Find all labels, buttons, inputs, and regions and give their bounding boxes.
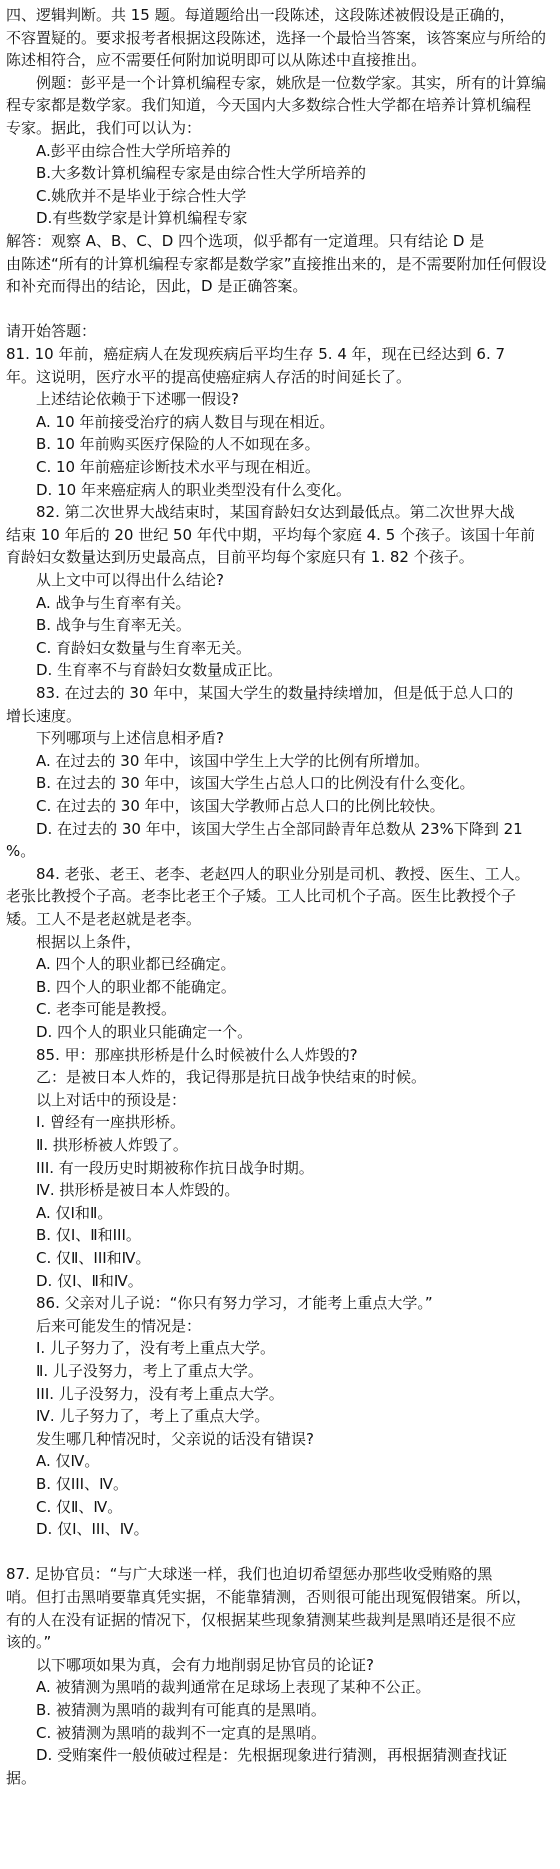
text-line: C. 仅Ⅱ、Ⅳ。 [36,1497,123,1516]
text-line: A. 仅Ⅳ。 [36,1452,100,1471]
text-line: 83. 在过去的 30 年中，某国大学生的数量持续增加，但是低于总人口的 [36,684,514,702]
text-line: 81. 10 年前，癌症病人在发现疾病后平均生存 5. 4 年，现在已经达到 6. 7 [6,345,506,363]
text-line: 发生哪几种情况时，父亲说的话没有错误? [36,1429,314,1448]
text-line: 由陈述“所有的计算机编程专家都是数学家”直接推出来的，是不需要附加任何假设 [6,254,547,273]
text-line: Ⅳ. 拱形桥是被日本人炸毁的。 [36,1181,240,1200]
text-line: 例题：彭平是一个计算机编程专家，姚欣是一位数学家。其实，所有的计算编 [36,73,547,92]
text-line: III. 有一段历史时期被称作抗日战争时期。 [36,1158,314,1177]
text-line: 哨。但打击黑哨要靠真凭实据，不能靠猜测，否则很可能出现冤假错案。所以， [6,1588,532,1606]
text-line: B.大多数计算机编程专家是由综合性大学所培养的 [36,164,367,183]
text-line: C. 育龄妇女数量与生育率无关。 [36,638,252,657]
text-line: 84. 老张、老王、老李、老赵四人的职业分别是司机、教授、医生、工人。 [36,864,530,883]
text-line: D. 受贿案件一般侦破过程是：先根据现象进行猜测，再根据猜测查找证 [36,1746,508,1765]
text-line: 87. 足协官员：“与广大球迷一样，我们也迫切希望惩办那些收受贿赂的黑 [6,1565,493,1584]
text-line: 年。这说明，医疗水平的提高使癌症病人存活的时间延长了。 [6,367,412,386]
text-line: 上述结论依赖于下述哪一假设? [36,390,239,409]
text-line: A. 在过去的 30 年中，该国中学生上大学的比例有所增加。 [36,751,430,770]
text-line: D. 四个人的职业只能确定一个。 [36,1023,253,1041]
text-line: 陈述相符合，应不需要任何附加说明即可以从陈述中直接推出。 [6,51,427,70]
text-line: C. 在过去的 30 年中，该国大学教师占总人口的比例比较快。 [36,797,445,815]
text-line: 结束 10 年后的 20 世纪 50 年代中期，平均每个家庭 4. 5 个孩子。该国十年前 [6,525,536,544]
text-line: 据。 [6,1768,37,1787]
text-line: 86. 父亲对儿子说：“你只有努力学习，才能考上重点大学。” [36,1294,433,1313]
text-line: C. 被猜测为黑哨的裁判不一定真的是黑哨。 [36,1723,327,1742]
text-line: 增长速度。 [6,706,82,725]
text-line: B. 在过去的 30 年中，该国大学生占总人口的比例没有什么变化。 [36,774,475,793]
text-line: Ⅳ. 儿子努力了，考上了重点大学。 [36,1407,270,1426]
text-line: C. 仅Ⅱ、III和Ⅳ。 [36,1249,151,1267]
text-line: 程专家都是数学家。我们知道，今天国内大多数综合性大学都在培养计算机编程 [6,96,532,115]
text-line: 不容置疑的。要求报考者根据这段陈述，选择一个最恰当答案，该答案应与所给的 [6,28,547,47]
text-line: 老张比教授个子高。老李比老王个子矮。工人比司机个子高。医生比教授个子 [6,887,517,906]
text-line: A. 被猜测为黑哨的裁判通常在足球场上表现了某种不公正。 [36,1678,431,1697]
text-line: D. 仅Ⅰ、Ⅱ和Ⅳ。 [36,1271,143,1290]
text-line: 85. 甲：那座拱形桥是什么时候被什么人炸毁的? [36,1045,358,1064]
text-line: B. 仅III、Ⅳ。 [36,1475,128,1493]
text-line: C.姚欣并不是毕业于综合性大学 [36,186,247,205]
text-line: 后来可能发生的情况是： [36,1316,202,1335]
text-line: D. 在过去的 30 年中，该国大学生占全部同龄青年总数从 23%下降到 21 [36,819,523,838]
text-line: 从上文中可以得出什么结论? [36,571,224,589]
text-line: B. 仅Ⅰ、Ⅱ和III。 [36,1226,141,1245]
text-line: Ⅰ. 曾经有一座拱形桥。 [36,1113,185,1132]
text-line: A. 仅Ⅰ和Ⅱ。 [36,1203,113,1222]
text-line: B. 被猜测为黑哨的裁判有可能真的是黑哨。 [36,1701,326,1719]
text-line: 解答：观察 A、B、C、D 四个选项，似乎都有一定道理。只有结论 D 是 [6,232,485,250]
text-line: Ⅱ. 儿子没努力，考上了重点大学。 [36,1362,263,1380]
text-line: Ⅱ. 拱形桥被人炸毁了。 [36,1136,188,1154]
text-line: D. 10 年来癌症病人的职业类型没有什么变化。 [36,480,351,499]
text-line: 以上对话中的预设是： [36,1090,187,1109]
text-line: C. 10 年前癌症诊断技术水平与现在相近。 [36,458,320,476]
text-line: B. 战争与生育率无关。 [36,616,191,635]
text-line: 有的人在没有证据的情况下，仅根据某些现象猜测某些裁判是黑哨还是很不应 [6,1610,517,1629]
text-line: B. 10 年前购买医疗保险的人不如现在多。 [36,435,320,454]
text-line: D.有些数学家是计算机编程专家 [36,209,248,228]
text-line: III. 儿子没努力，没有考上重点大学。 [36,1384,284,1403]
text-line: 育龄妇女数量达到历史最高点，目前平均每个家庭只有 1. 82 个孩子。 [6,548,474,567]
text-line: 专家。据此，我们可以认为： [6,119,202,137]
text-line: 82. 第二次世界大战结束时，某国育龄妇女达到最低点。第二次世界大战 [36,503,515,522]
text-line: 四、逻辑判断。共 15 题。每道题给出一段陈述，这段陈述被假设是正确的， [6,6,515,24]
text-line: 请开始答题： [6,322,97,341]
text-line: 乙：是被日本人炸的，我记得那是抗日战争快结束的时候。 [36,1068,427,1087]
text-line: D. 生育率不与育龄妇女数量成正比。 [36,661,283,680]
text-line: A.彭平由综合性大学所培养的 [36,141,231,160]
text-line: A. 战争与生育率有关。 [36,593,191,612]
text-line: %。 [6,842,36,861]
text-line: 以下哪项如果为真，会有力地削弱足协官员的论证? [36,1655,374,1674]
text-line: Ⅰ. 儿子努力了，没有考上重点大学。 [36,1339,275,1358]
text-line: 矮。工人不是老赵就是老李。 [6,910,202,928]
text-line: B. 四个人的职业都不能确定。 [36,977,236,996]
text-line: A. 四个人的职业都已经确定。 [36,955,236,974]
text-line: 根据以上条件， [36,932,142,951]
text-line: C. 老李可能是教授。 [36,1000,177,1019]
text-line: 下列哪项与上述信息相矛盾? [36,729,224,748]
text-line: 和补充而得出的结论，因此，D 是正确答案。 [6,277,308,296]
text-line: D. 仅Ⅰ、III、Ⅳ。 [36,1520,149,1539]
text-line: A. 10 年前接受治疗的病人数目与现在相近。 [36,412,335,431]
text-line: 该的。” [6,1633,52,1652]
